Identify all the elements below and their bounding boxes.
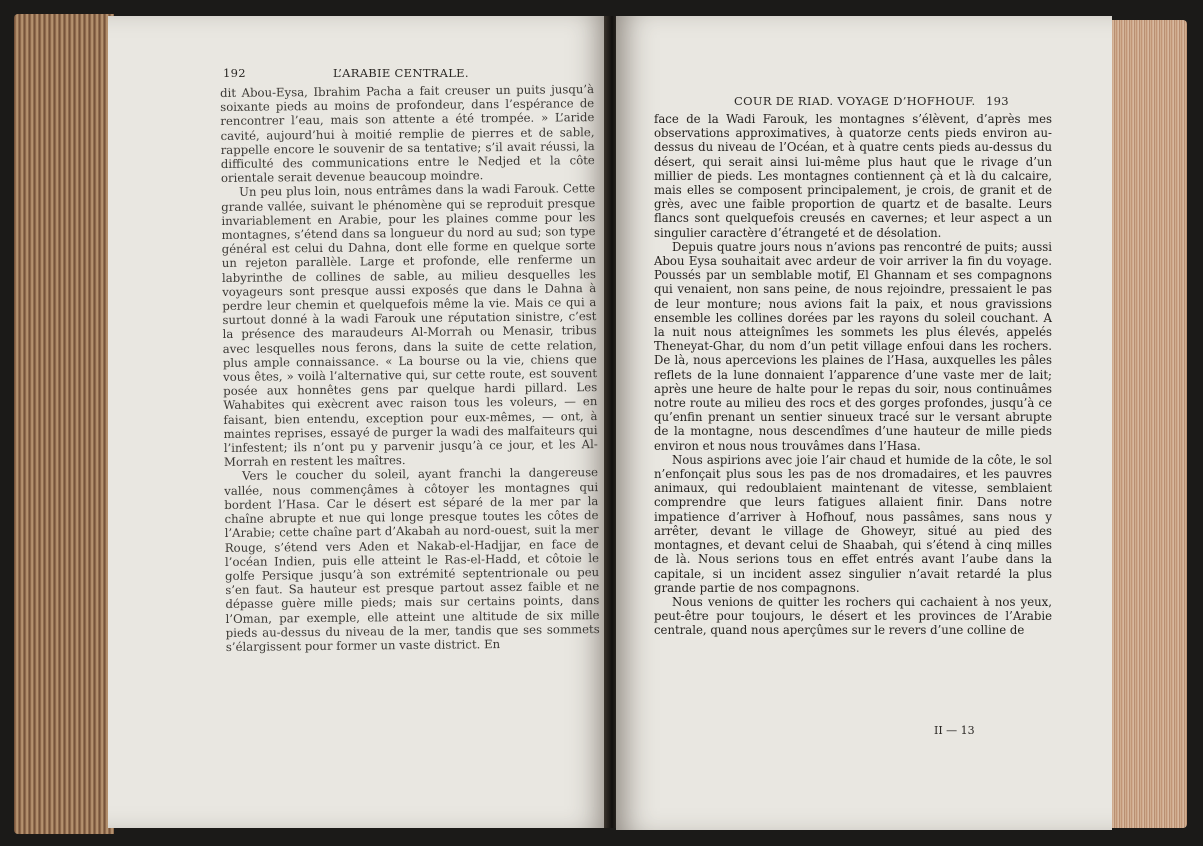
paragraph: Un peu plus loin, nous entrâmes dans la wadi Farouk. Cette grande vallée, suivant le phénomène qui se reproduit presque invariablement en Arabie, pour les plaines comme pour les montagnes, s’étend dans sa longueur du nord au sud; son type général est celui du Dahna, dont elle forme en quelque sorte un rejeton parallèle. Large et profonde, elle renferme un labyrinthe de collines de sable, au milieu desquelles les voyageurs sont presque aussi exposés que dans le Dahna à perdre leur chemin et quelquefois même la vie. Mais ce qui a surtout donné à la wadi Farouk une réputation sinistre, c’est la présence des maraudeurs Al-Morrah ou Menasir, tribus avec lesquelles nous ferons, dans la suite de cette relation, plus ample connaissance. « La bourse ou la vie, chiens que vous êtes, » voilà l’alternative qui, sur cette route, est souvent posée aux honnêtes gens par quelque hardi pillard. Les Wahabites qui exècrent avec raison tous les voleurs, — en faisant, bien entendu, exception pour eux-mêmes, — ont, à maintes reprises, essayé de purger la wadi des malfaiteurs qui l’infestent; ils n’ont pu y parvenir jusqu’à ce jour, et les Al-Morrah en restent les maîtres. <box>221 181 598 470</box>
body-text <box>220 82 600 654</box>
running-title: COUR DE RIAD. VOYAGE D’HOFHOUF. <box>734 94 976 108</box>
paragraph: Vers le coucher du soleil, ayant franchi la dangereuse vallée, nous commençâmes à côtoyer les montagnes qui bordent l’Hasa. Car le désert est séparé de la mer par la chaîne abrupte et nue qui longe presque toutes les côtes de l’Arabie; cette chaîne part d’Akabah au nord-ouest, suit la mer Rouge, s’étend vers Aden et Nakab-el-Hadjjar, en face de l’océan Indien, puis elle atteint le Ras-el-Hadd, et côtoie le golfe Persique jusqu’à son extrémité septentrionale ou peu s’en faut. Sa hauteur est presque partout assez faible et ne dépasse guère mille pieds; mais sur certains points, dans l’Oman, par exemple, elle atteint une altitude de six mille pieds au-dessus du niveau de la mer, tandis que ses sommets s’élargissent pour former un vaste district. En <box>224 465 600 654</box>
right-page <box>616 16 1112 830</box>
page-number: 193 <box>986 94 1009 108</box>
signature-mark: II — 13 <box>934 724 975 737</box>
paragraph: Depuis quatre jours nous n’avions pas rencontré de puits; aussi Abou Eysa souhaitait avec ardeur de voir arriver la fin du voyage. Poussés par un semblable motif, El Ghannam et ses compagnons qui venaient, non sans peine, de nous rejoindre, pressaient le pas de leur monture; nous avions fait la paix, et nous gravissions ensemble les collines dorées par les rayons du soleil couchant. A la nuit nous atteignîmes les sommets les plus élevés, appelés Theneyat-Ghar, du nom d’un petit village enfoui dans les rochers. De là, nous apercevions les plaines de l’Hasa, auxquelles les pâles reflets de la lune donnaient l’apparence d’une vaste mer de lait; après une heure de halte pour le repas du soir, nous continuâmes notre route au milieu des rocs et des gorges profondes, jusqu’à ce qu’enfin prenant un sentier sinueux tracé sur le versant abrupte de la montagne, nous descendîmes d’une hauteur de mille pieds environ et nous nous trouvâmes dans l’Hasa. <box>654 239 1052 453</box>
paragraph: Nous venions de quitter les rochers qui cachaient à nos yeux, peut-être pour toujours, le désert et les provinces de l’Arabie centrale, quand nous aperçûmes sur le revers d’une colline de <box>654 594 1052 638</box>
left-page <box>108 16 608 828</box>
paragraph: face de la Wadi Farouk, les montagnes s’élèvent, d’après mes observations approximatives, à quatorze cents pieds environ au-dessus du niveau de l’Océan, et à quatre cents pieds au-dessus du désert, qui serait ainsi lui-même plus haut que le rivage d’un millier de pieds. Les montagnes contiennent çà et là du calcaire, mais elles se composent principalement, je crois, de granit et de grès, avec une faible proportion de quartz et de basalte. Leurs flancs sont quelquefois creusés en cavernes; et leur aspect a un singulier caractère d’étrangeté et de désolation. <box>654 112 1052 240</box>
page-edges-right <box>1105 20 1187 828</box>
paragraph: dit Abou-Eysa, Ibrahim Pacha a fait creuser un puits jusqu’à soixante pieds au moins de profondeur, dans l’espérance de rencontrer l’eau, mais son attente a été trompée. » L’aride cavité, aujourd’hui à moitié remplie de pierres et de sable, rappelle encore le souvenir de sa tentative; s’il avait réussi, la difficulté des communications entre le Nedjed et la côte orientale serait devenue beaucoup moindre. <box>220 82 595 186</box>
page-edges-left <box>14 14 114 834</box>
page-number: 192 <box>223 66 246 80</box>
paragraph: Nous aspirions avec joie l’air chaud et humide de la côte, le sol n’enfonçait plus sous les pas de nos dromadaires, et les pauvres animaux, qui redoublaient maintenant de vitesse, semblaient comprendre que leurs fatigues allaient finir. Dans notre impatience d’arriver à Hofhouf, nous passâmes, sans nous y arrêter, devant le village de Ghoweyr, situé au pied des montagnes, et devant celui de Shaabah, qui s’étend à cinq milles de là. Nous serions tous en effet entrés avant l’aube dans la capitale, si un incident assez singulier n’avait retardé la plus grande partie de nos compagnons. <box>654 452 1052 595</box>
running-title: L’ARABIE CENTRALE. <box>333 66 469 80</box>
body-text <box>654 112 1052 638</box>
